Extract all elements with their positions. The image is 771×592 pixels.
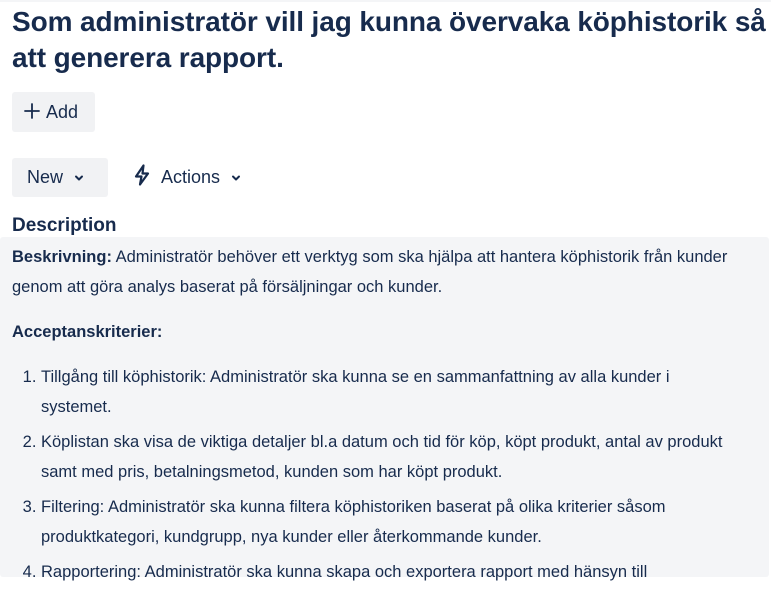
criteria-item: 1. Tillgång till köphistorik: Administratör ska kunna se en sammanfattning av alla kunder i systemet. bbox=[41, 362, 732, 422]
summary-label: Beskrivning: bbox=[12, 248, 112, 266]
plus-icon bbox=[24, 100, 40, 124]
description-summary bbox=[12, 242, 732, 302]
lightning-bolt-icon bbox=[133, 164, 151, 191]
top-divider bbox=[0, 0, 771, 2]
summary-text: Administratör behöver ett verktyg som ska hjälpa att hantera köphistorik från kunder genom att göra analys baserat på försäljningar och kunder. bbox=[12, 248, 728, 296]
actions-label: Actions bbox=[161, 167, 221, 187]
description-heading: Description bbox=[12, 215, 117, 236]
issue-title-text: Som administratör vill jag kunna övervaka köphistorik så att generera rapport. bbox=[12, 6, 766, 73]
chevron-down-icon bbox=[230, 168, 242, 189]
add-button[interactable] bbox=[12, 92, 95, 132]
criteria-item: 2. Köplistan ska visa de viktiga detaljer bl.a datum och tid för köp, köpt produkt, antal av produkt samt med pris, betalningsmetod, kunden som har köpt produkt. bbox=[41, 427, 732, 487]
criteria-label: Acceptanskriterier: bbox=[12, 323, 163, 341]
criteria-item: 3. Filtering: Administratör ska kunna filtera köphistoriken baserat på olika kriterier såsom produktkategori, kundgrupp, nya kunder eller återkommande kunder. bbox=[41, 492, 732, 552]
chevron-down-icon bbox=[73, 168, 85, 189]
status-label: New bbox=[27, 167, 64, 187]
description-content[interactable] bbox=[12, 242, 732, 592]
criteria-list bbox=[12, 362, 732, 587]
actions-dropdown[interactable] bbox=[133, 158, 242, 197]
issue-title[interactable] bbox=[12, 4, 771, 76]
criteria-item: 4. Rapportering: Administratör ska kunna skapa och exportera rapport med hänsyn till bbox=[41, 557, 732, 587]
status-dropdown[interactable] bbox=[12, 158, 108, 197]
add-button-label: Add bbox=[46, 101, 79, 122]
